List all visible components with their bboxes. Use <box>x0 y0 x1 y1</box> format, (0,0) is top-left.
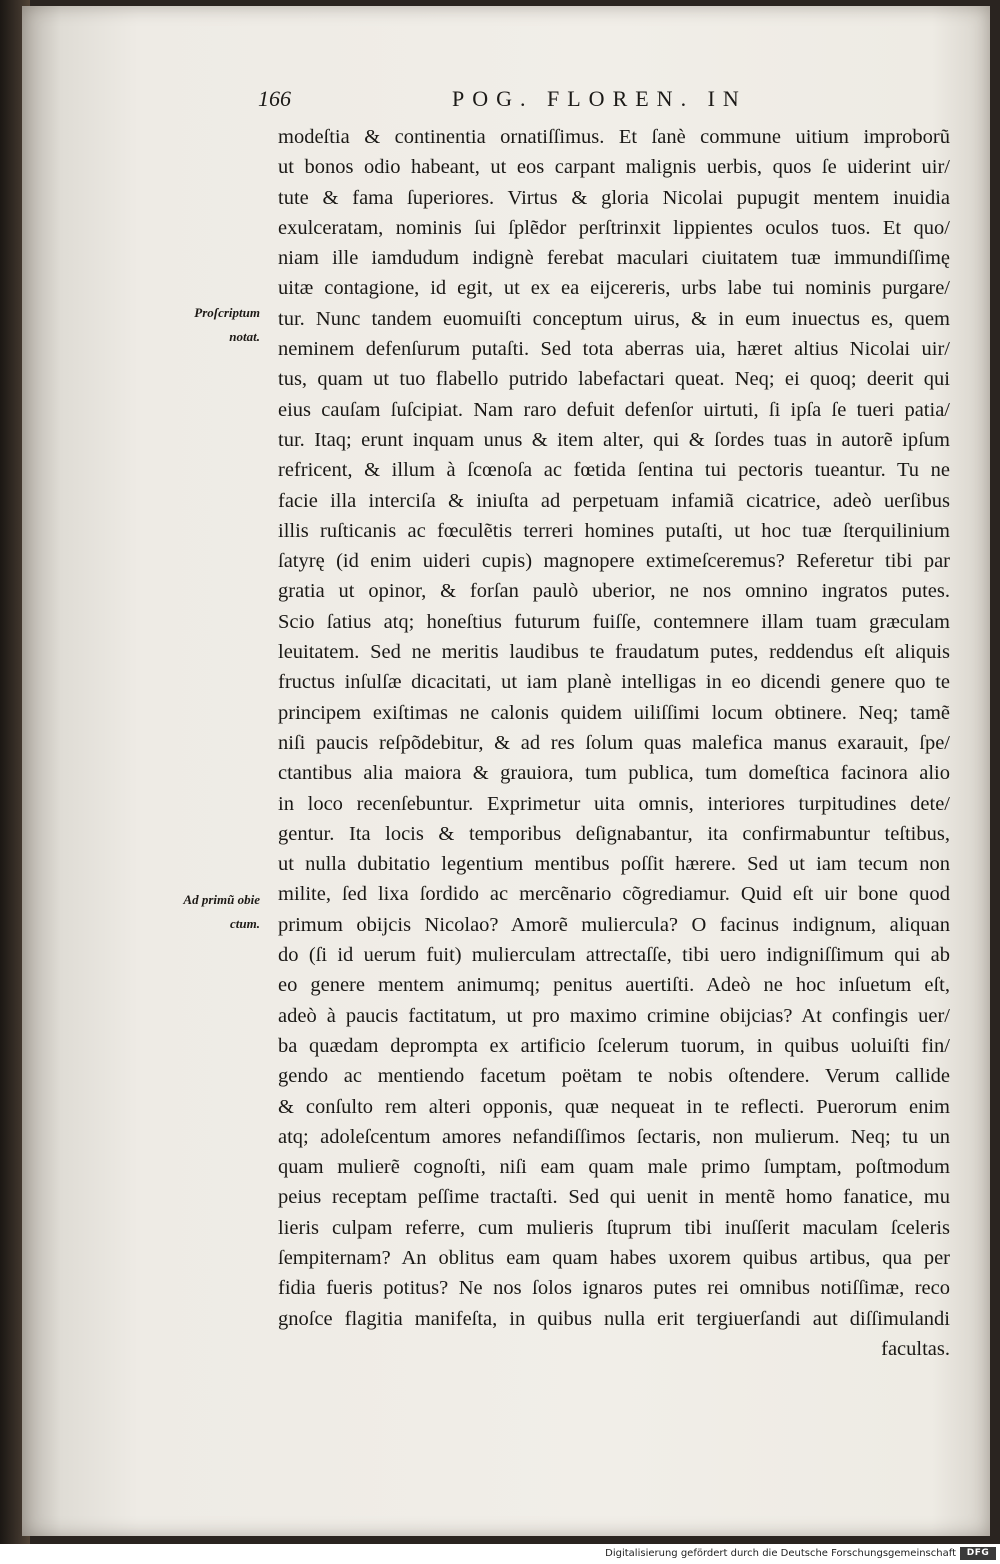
marginal-note <box>150 888 260 936</box>
text-line: lieris culpam referre, cum mulieris ſtuprum tibi inuſſerit maculam ſceleris <box>278 1216 950 1239</box>
text-line: ut nulla dubitatio legentium mentibus poſſit hærere. Sed ut iam tecum non <box>278 853 950 876</box>
text-line: in loco recenſebuntur. Exprimetur uita omnis, interiores turpitudines dete/ <box>278 792 950 815</box>
text-line: atq; adoleſcentum amores nefandiſſimos ſectaris, non mulierum. Neq; tu un <box>278 1125 950 1148</box>
text-line: illis ruſticanis ac fœculẽtis terreri homines putaſti, ut hoc tuæ ſterquilinium <box>278 519 950 542</box>
marginal-note-line: ctum. <box>230 916 260 931</box>
text-line: leuitatem. Sed ne meritis laudibus te fraudatum putes, reddendus eſt aliquis <box>278 641 950 664</box>
text-line: refricent, & illum à ſcœnoſa ac fœtida ſentina tui pectoris tueantur. Tu ne <box>278 459 950 482</box>
text-line: ba quædam deprompta ex artificio ſcelerum tuorum, in quibus uoluiſti fin/ <box>278 1034 950 1057</box>
page-number: 166 <box>258 86 291 111</box>
catchword: facultas. <box>881 1337 950 1360</box>
text-line: quam mulierẽ cognoſti, niſi eam quam male primo ſumptam, poſtmodum <box>278 1156 950 1179</box>
dfg-logo-icon: DFG <box>960 1547 996 1560</box>
marginal-note-line: notat. <box>229 329 260 344</box>
text-line: ſatyrę (id enim uideri cupis) magnopere extimeſceremus? Referetur tibi par <box>278 550 950 573</box>
text-line: Scio ſatius atq; honeſtius futurum fuiſſe, contemnere illam tuam græculam <box>278 610 950 633</box>
text-line: peius receptam peſſime tractaſti. Sed qui uenit in mentẽ homo fanatice, mu <box>278 1186 950 1209</box>
text-line: tur. Itaq; erunt inquam unus & item alter, qui & ſordes tuas in autorẽ ipſum <box>278 428 950 451</box>
text-line: principem exiſtimas ne calonis quidem uiliſſimi locum obtinere. Neq; tamẽ <box>278 701 950 724</box>
text-line: eius cauſam ſuſcipiat. Nam raro defuit defenſor uirtuti, ſi ipſa ſe tueri patia/ <box>278 398 950 421</box>
marginal-note-line: Ad primũ obie <box>183 892 260 907</box>
text-line: uitæ contagione, id egit, ut ex ea eijcereris, urbs labe tui nominis purgare/ <box>278 277 950 300</box>
text-line: neminem defenſurum putaſti. Sed tota aberras uia, hæret altius Nicolai uir/ <box>278 338 950 361</box>
text-line: gratia ut opinor, & forſan paulò uberior, ne nos omnino ingratos putes. <box>278 580 950 603</box>
text-line: fidia fueris potitus? Ne nos ſolos ignaros putes rei omnibus notiſſimæ, reco <box>278 1277 950 1300</box>
text-line: fructus inſulſæ dicacitati, ut iam planè intelligas in eo dicendi genere quo te <box>278 671 950 694</box>
text-line: do (ſi id uerum fuit) mulierculam attrectaſſe, tibi uero indigniſſimum qui ab <box>278 944 950 967</box>
text-line: eo genere mentem animumq; penitus auertiſti. Adeò ne hoc inſuetum eſt, <box>278 974 950 997</box>
text-line: ſempiternam? An oblitus eam quam habes uxorem quibus artibus, qua per <box>278 1246 950 1269</box>
text-line: gnoſce flagitia manifeſta, in quibus nulla erit tergiuerſandi aut diſſimulandi <box>278 1307 950 1330</box>
text-line: & conſulto rem alteri opponis, quæ nequeat in te reflecti. Puerorum enim <box>278 1095 950 1118</box>
text-line: facie illa interciſa & iniuſta ad perpetuam infamiã cicatrice, adeò uerſibus <box>278 489 950 512</box>
text-line: gendo ac mentiendo facetum poëtam te nobis oſtendere. Verum callide <box>278 1065 950 1088</box>
text-line: tus, quam ut tuo flabello putrido labefactari queat. Neq; ei quoq; deerit qui <box>278 368 950 391</box>
page-header <box>258 86 858 116</box>
text-line: ctantibus alia maiora & grauiora, tum publica, tum domeſtica facinora alio <box>278 762 950 785</box>
text-line: milite, ſed lixa ſordido ac mercẽnario cõgrediamur. Quid eſt uir bone quod <box>278 883 950 906</box>
marginal-note <box>150 301 260 349</box>
text-line: modeſtia & continentia ornatiſſimus. Et ſanè commune uitium improborũ <box>278 126 950 148</box>
text-line: niſi paucis reſpõdebitur, & ad res ſolum quas malefica manus exarauit, ſpe/ <box>278 731 950 754</box>
text-line: niam ille iamdudum indignè ferebat maculari ciuitatem tuæ immundiſſimę <box>278 247 950 270</box>
text-line: primum obijcis Nicolao? Amorẽ muliercula? O facinus indignum, aliquan <box>278 913 950 936</box>
text-line: gentur. Ita locis & temporibus deſignabantur, ita confirmabuntur teſtibus, <box>278 822 950 845</box>
running-title: POG. FLOREN. IN <box>452 86 747 111</box>
marginal-note-line: Proſcriptum <box>194 305 260 320</box>
text-line: exulceratam, nominis ſui ſplẽdor perſtrinxit lippientes oculos tuos. Et quo/ <box>278 216 950 239</box>
text-line: tur. Nunc tandem euomuiſti conceptum uirus, & in eum inuectus es, quem <box>278 307 950 330</box>
footer-bar <box>0 1544 1000 1564</box>
body-text <box>278 122 950 1364</box>
text-line: adeò à paucis factitatum, ut pro maximo crimine obijcias? At confingis uer/ <box>278 1004 950 1027</box>
text-line: ut bonos odio habeant, ut eos carpant malignis uerbis, quos ſe uiderint uir/ <box>278 156 950 179</box>
text-line: tute & fama ſuperiores. Virtus & gloria Nicolai pupugit mentem inuidia <box>278 186 950 209</box>
footer-credit: Digitalisierung gefördert durch die Deutsche Forschungsgemeinschaft <box>605 1548 956 1559</box>
